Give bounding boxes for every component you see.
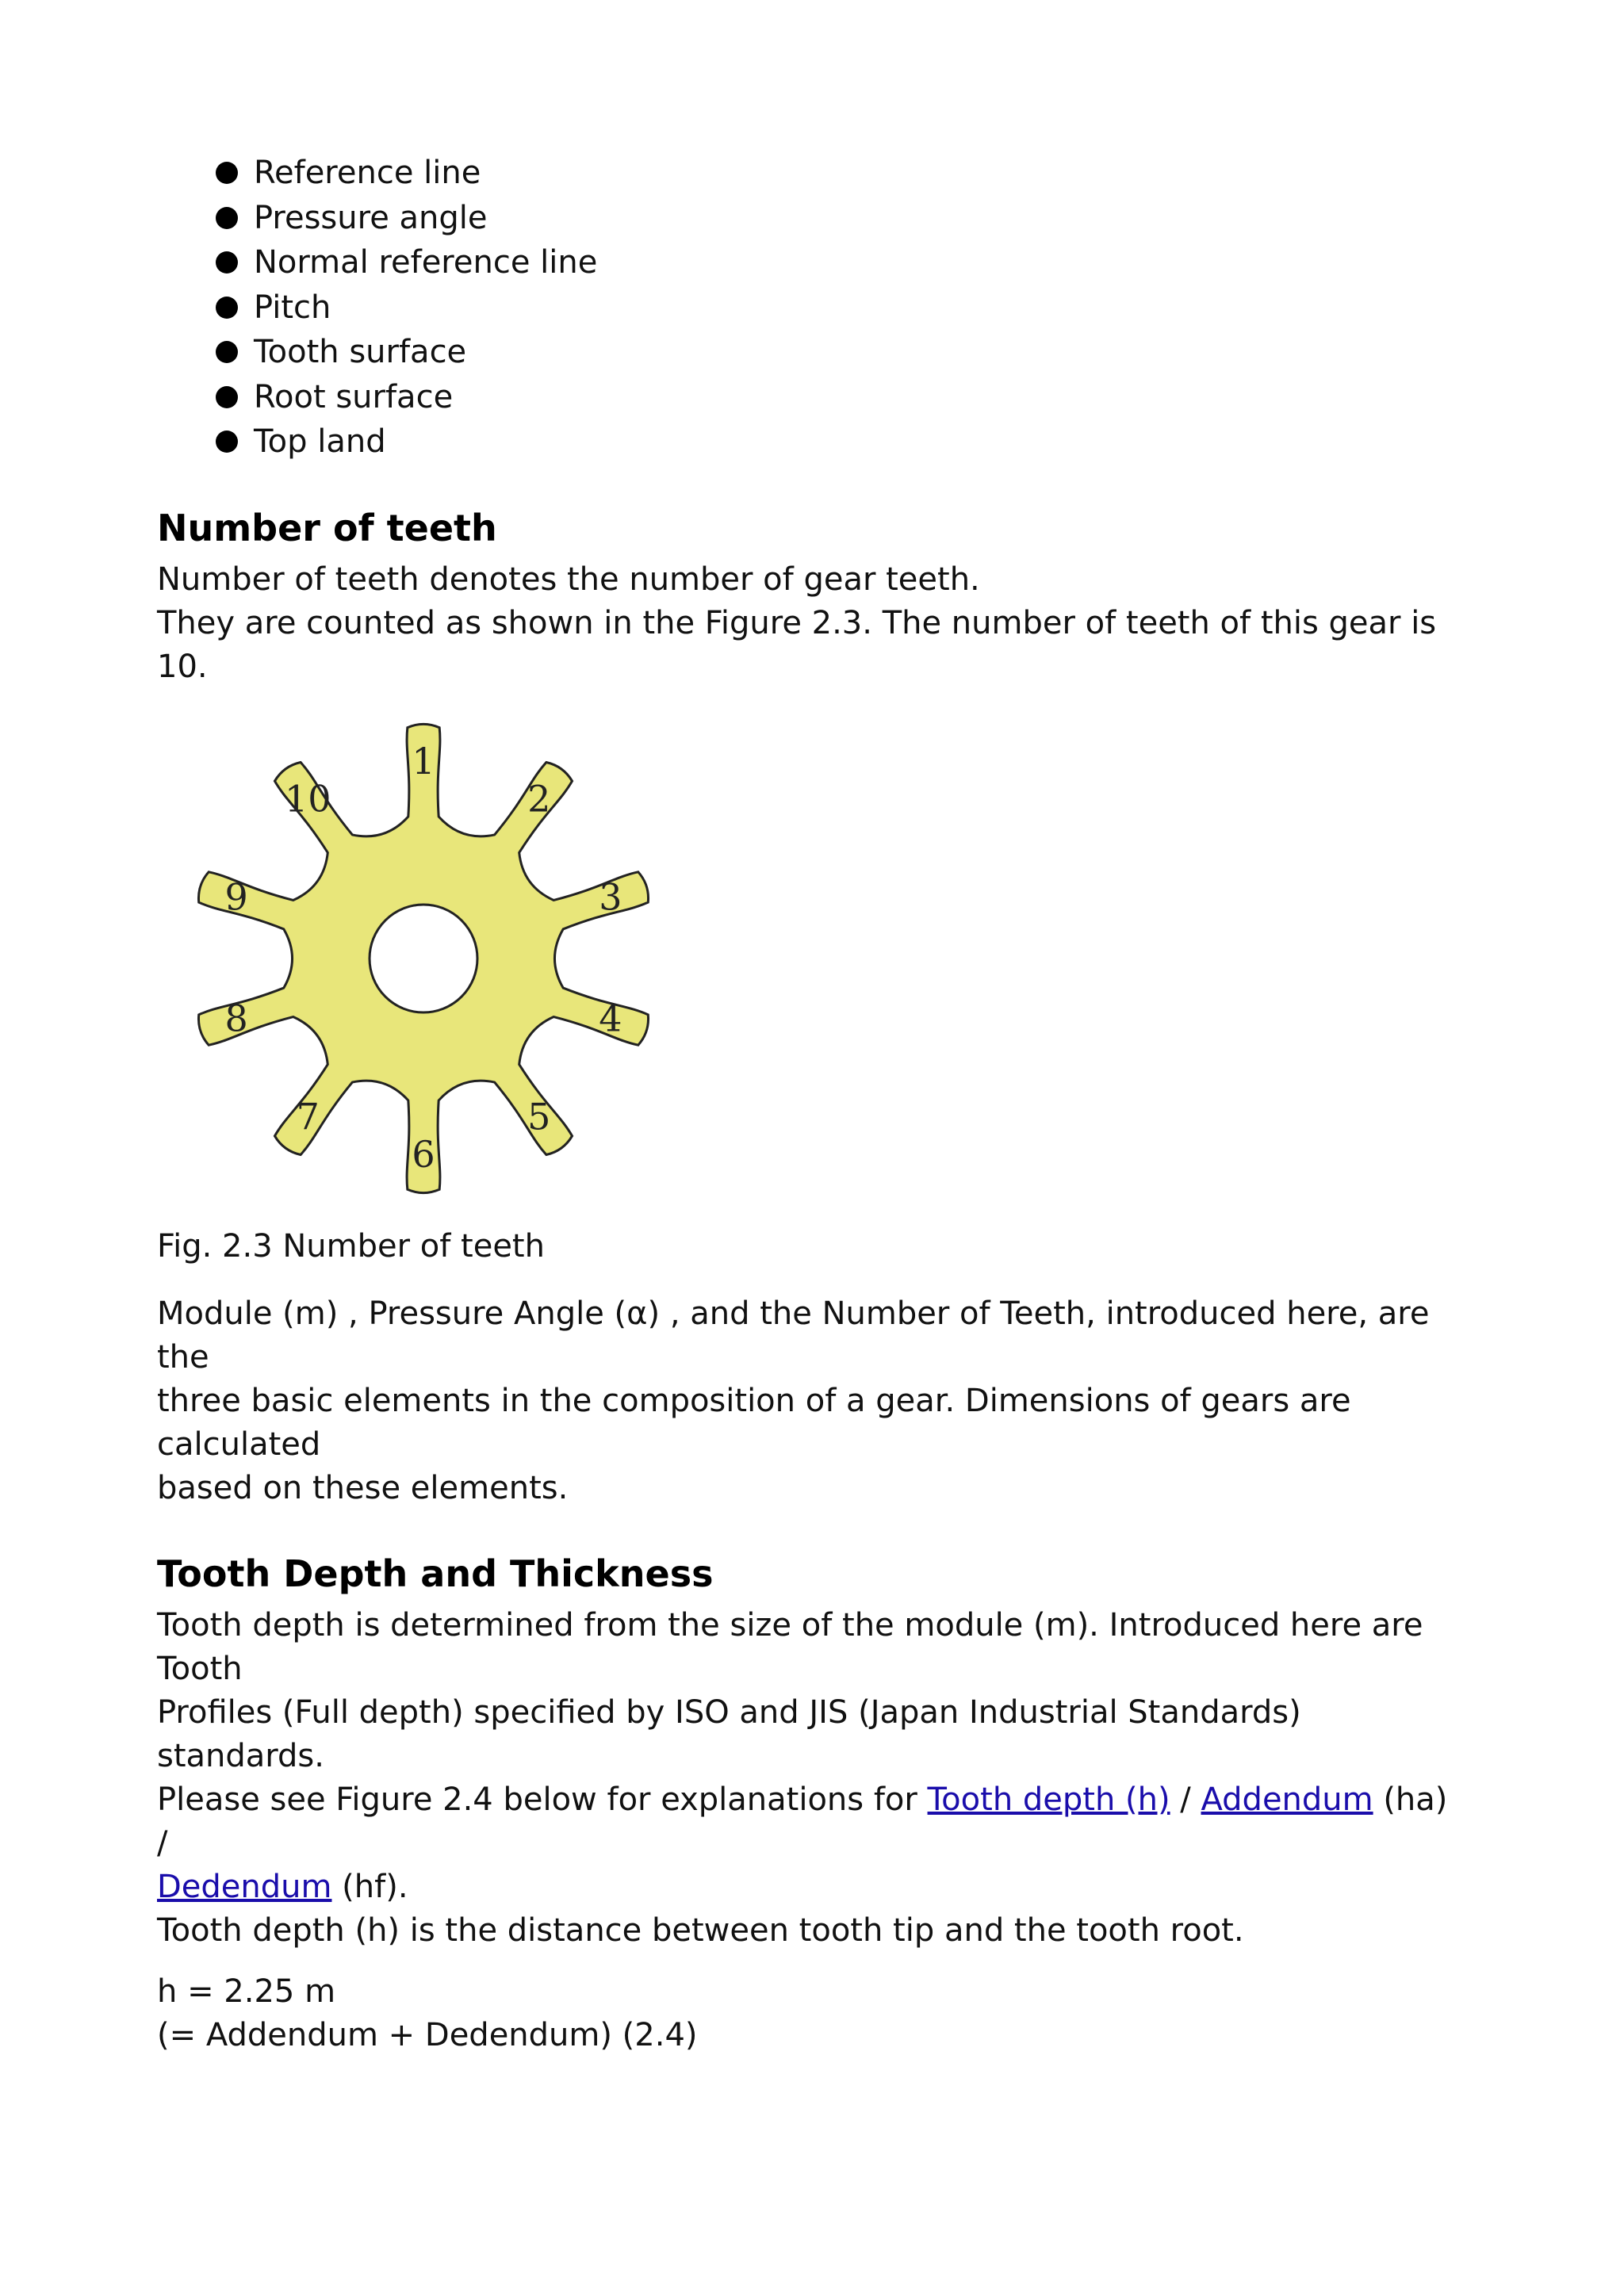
- document-page: [157, 151, 1457, 2057]
- formula: [157, 1970, 1457, 2057]
- link-addendum[interactable]: Addendum: [1201, 1781, 1373, 1818]
- tooth-number-label: 3: [599, 874, 622, 918]
- tooth-number-label: 2: [527, 776, 551, 820]
- tooth-number-label: 5: [527, 1095, 551, 1138]
- list-item: Tooth surface: [216, 330, 1457, 375]
- link-tooth-depth[interactable]: Tooth depth (h): [927, 1781, 1170, 1818]
- heading-number-of-teeth: Number of teeth: [157, 506, 497, 549]
- list-item: Normal reference line: [216, 240, 1457, 285]
- term-list: [216, 151, 1457, 465]
- teeth-line-2: They are counted as shown in the Figure 2.3. The number of teeth of this gear is 10.: [157, 604, 1437, 685]
- bullet-icon: [216, 162, 238, 184]
- list-item: Pitch: [216, 285, 1457, 331]
- list-item: Reference line: [216, 151, 1457, 196]
- bullet-icon: [216, 341, 238, 363]
- tooth-number-label: 8: [224, 997, 248, 1040]
- list-item: Top land: [216, 419, 1457, 465]
- heading-tooth-depth: Tooth Depth and Thickness: [157, 1552, 714, 1595]
- list-item: Pressure angle: [216, 196, 1457, 241]
- list-item: Root surface: [216, 375, 1457, 420]
- link-dedendum[interactable]: Dedendum: [157, 1868, 332, 1905]
- tooth-depth-paragraph: Tooth depth is determined from the size of the module (m). Introduced here are Tooth Profiles (Full depth) specified by ISO and JIS (Japan Industrial Standards) standards. Please see Figure 2.4 below for explanations for Tooth depth (h) / Addendum (ha) / Dedendum (hf). Tooth depth (h) is the distance between tooth tip and the tooth root.: [157, 1606, 1448, 1949]
- bullet-icon: [216, 251, 238, 274]
- teeth-description: [157, 558, 1457, 689]
- gear-figure: [186, 716, 661, 1201]
- module-paragraph: Module (m) , Pressure Angle (α) , and the Number of Teeth, introduced here, are the three basic elements in the composition of a gear. Dimensions of gears are calculated based on these elements.: [157, 1295, 1430, 1506]
- gear-center-hole: [370, 905, 477, 1012]
- tooth-number-label: 4: [599, 997, 622, 1040]
- gear-diagram: [186, 716, 661, 1201]
- bullet-icon: [216, 207, 238, 229]
- tooth-number-label: 7: [296, 1095, 320, 1138]
- figure-caption: Fig. 2.3 Number of teeth: [157, 1227, 545, 1265]
- bullet-icon: [216, 430, 238, 453]
- tooth-number-label: 1: [412, 739, 435, 783]
- bullet-icon: [216, 386, 238, 408]
- formula-line-2: (= Addendum + Dedendum) (2.4): [157, 2016, 698, 2053]
- tooth-number-label: 6: [412, 1132, 435, 1176]
- tooth-number-label: 10: [284, 776, 331, 820]
- bullet-icon: [216, 297, 238, 319]
- formula-line-1: h = 2.25 m: [157, 1973, 336, 2010]
- teeth-line-1: Number of teeth denotes the number of gear teeth.: [157, 561, 980, 598]
- tooth-number-label: 9: [224, 874, 248, 918]
